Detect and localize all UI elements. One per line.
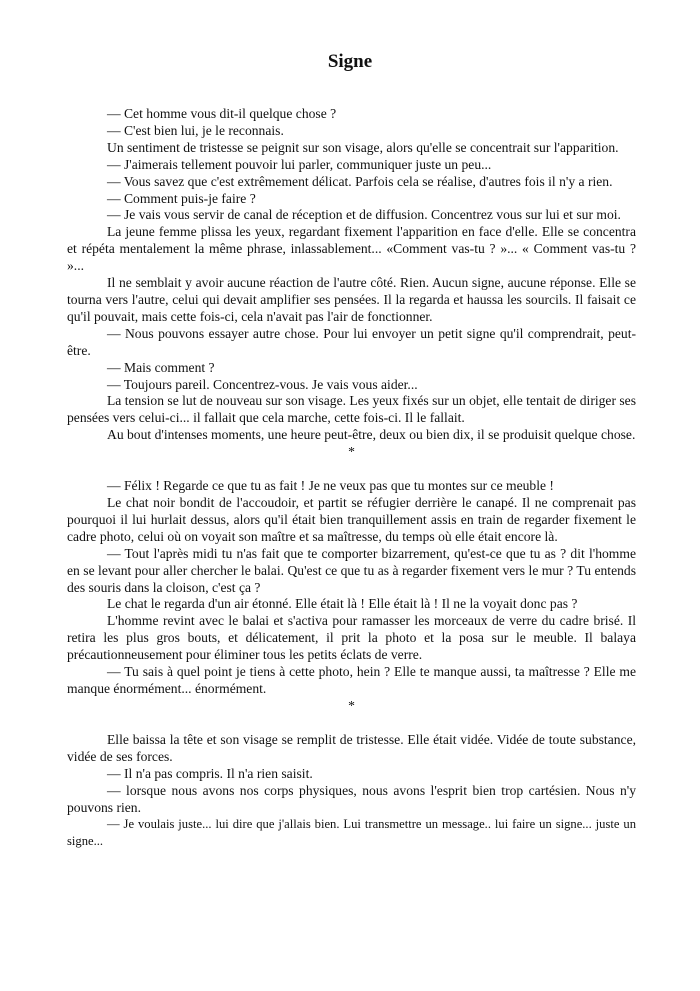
section-separator: * <box>348 444 355 460</box>
paragraph: L'homme revint avec le balai et s'activa pour ramasser les morceaux de verre du cadre brisé. Il retira les plus gros bouts, et délicatement, il prit la photo et la posa sur le meuble. Il balaya précautionneusement pour éliminer tous les petits éclats de verre. <box>67 613 636 663</box>
paragraph: Au bout d'intenses moments, une heure peut-être, deux ou bien dix, il se produisit quelque chose. <box>107 427 636 443</box>
paragraph: Le chat noir bondit de l'accoudoir, et partit se réfugier derrière le canapé. Il ne comprenait pas pourquoi il lui hurlait dessus, alors qu'il était bien tranquillement assis en train de regarder fixement le cadre photo, celui où on voyait son maître et sa maîtresse, du temps où elle était encore là. <box>67 495 636 544</box>
blank-line <box>67 461 636 478</box>
paragraph: — Toujours pareil. Concentrez-vous. Je vais vous aider... <box>107 376 418 392</box>
paragraph: — Il n'a pas compris. Il n'a rien saisit. <box>107 765 313 781</box>
paragraph: — Comment puis-je faire ? <box>107 190 256 206</box>
paragraph: — Félix ! Regarde ce que tu as fait ! Je ne veux pas que tu montes sur ce meuble ! <box>107 478 554 494</box>
paragraph: — lorsque nous avons nos corps physiques, nous avons l'esprit bien trop cartésien. Nous n'y pouvons rien. <box>67 782 636 815</box>
paragraph: — Mais comment ? <box>107 359 215 375</box>
paragraph: — Je voulais juste... lui dire que j'allais bien. Lui transmettre un message.. lui faire un signe... juste un signe... <box>67 817 636 849</box>
paragraph: Elle baissa la tête et son visage se remplit de tristesse. Elle était vidée. Vidée de toute substance, vidée de ses forces. <box>67 731 636 764</box>
section-separator: * <box>348 697 355 713</box>
paragraph: Le chat le regarda d'un air étonné. Elle était là ! Elle était là ! Il ne la voyait donc pas ? <box>107 596 578 612</box>
paragraph: — Tu sais à quel point je tiens à cette photo, hein ? Elle te manque aussi, ta maîtresse ? Elle me manque énormément... énormément. <box>67 664 636 696</box>
paragraph: — J'aimerais tellement pouvoir lui parler, communiquer juste un peu... <box>107 156 492 172</box>
paragraph: — C'est bien lui, je le reconnais. <box>107 122 284 138</box>
paragraph: La tension se lut de nouveau sur son visage. Les yeux fixés sur un objet, elle tentait de diriger ses pensées vers celui-ci... il fallait que cela marche, cette fois-ci. Il le fallait. <box>67 393 636 426</box>
paragraph: La jeune femme plissa les yeux, regardant fixement l'apparition en face d'elle. Elle se concentra et répéta mentalement la même phrase, inlassablement... «Comment vas-tu ? »... « Comment vas-tu ? »... <box>67 224 636 274</box>
paragraph: — Vous savez que c'est extrêmement délicat. Parfois cela se réalise, d'autres fois il n'y a rien. <box>107 173 613 189</box>
story-body <box>67 106 636 850</box>
blank-line <box>67 715 636 732</box>
paragraph: — Je vais vous servir de canal de réception et de diffusion. Concentrez vous sur lui et sur moi. <box>107 207 621 223</box>
paragraph: — Nous pouvons essayer autre chose. Pour lui envoyer un petit signe qu'il comprendrait, peut-être. <box>67 325 636 358</box>
paragraph: Un sentiment de tristesse se peignit sur son visage, alors qu'elle se concentrait sur l'apparition. <box>107 139 619 155</box>
paragraph: — Tout l'après midi tu n'as fait que te comporter bizarrement, qu'est-ce que tu as ? dit l'homme en se levant pour aller chercher le balai. Qu'est ce que tu as à regarder fixement vers le mur ? Tu entends des souris dans la cloison, c'est ça ? <box>67 545 636 595</box>
paragraph: Il ne semblait y avoir aucune réaction de l'autre côté. Rien. Aucun signe, aucune réponse. Elle se tourna vers l'autre, celui qui devait amplifier ses pensées. Il la regarda et haussa les sourcils. Il faisait ce qu'il pouvait, mais cette fois-ci, cela n'avait pas l'air de fonctionner. <box>67 275 636 324</box>
paragraph: — Cet homme vous dit-il quelque chose ? <box>107 106 337 121</box>
page-title: Signe <box>327 51 373 72</box>
